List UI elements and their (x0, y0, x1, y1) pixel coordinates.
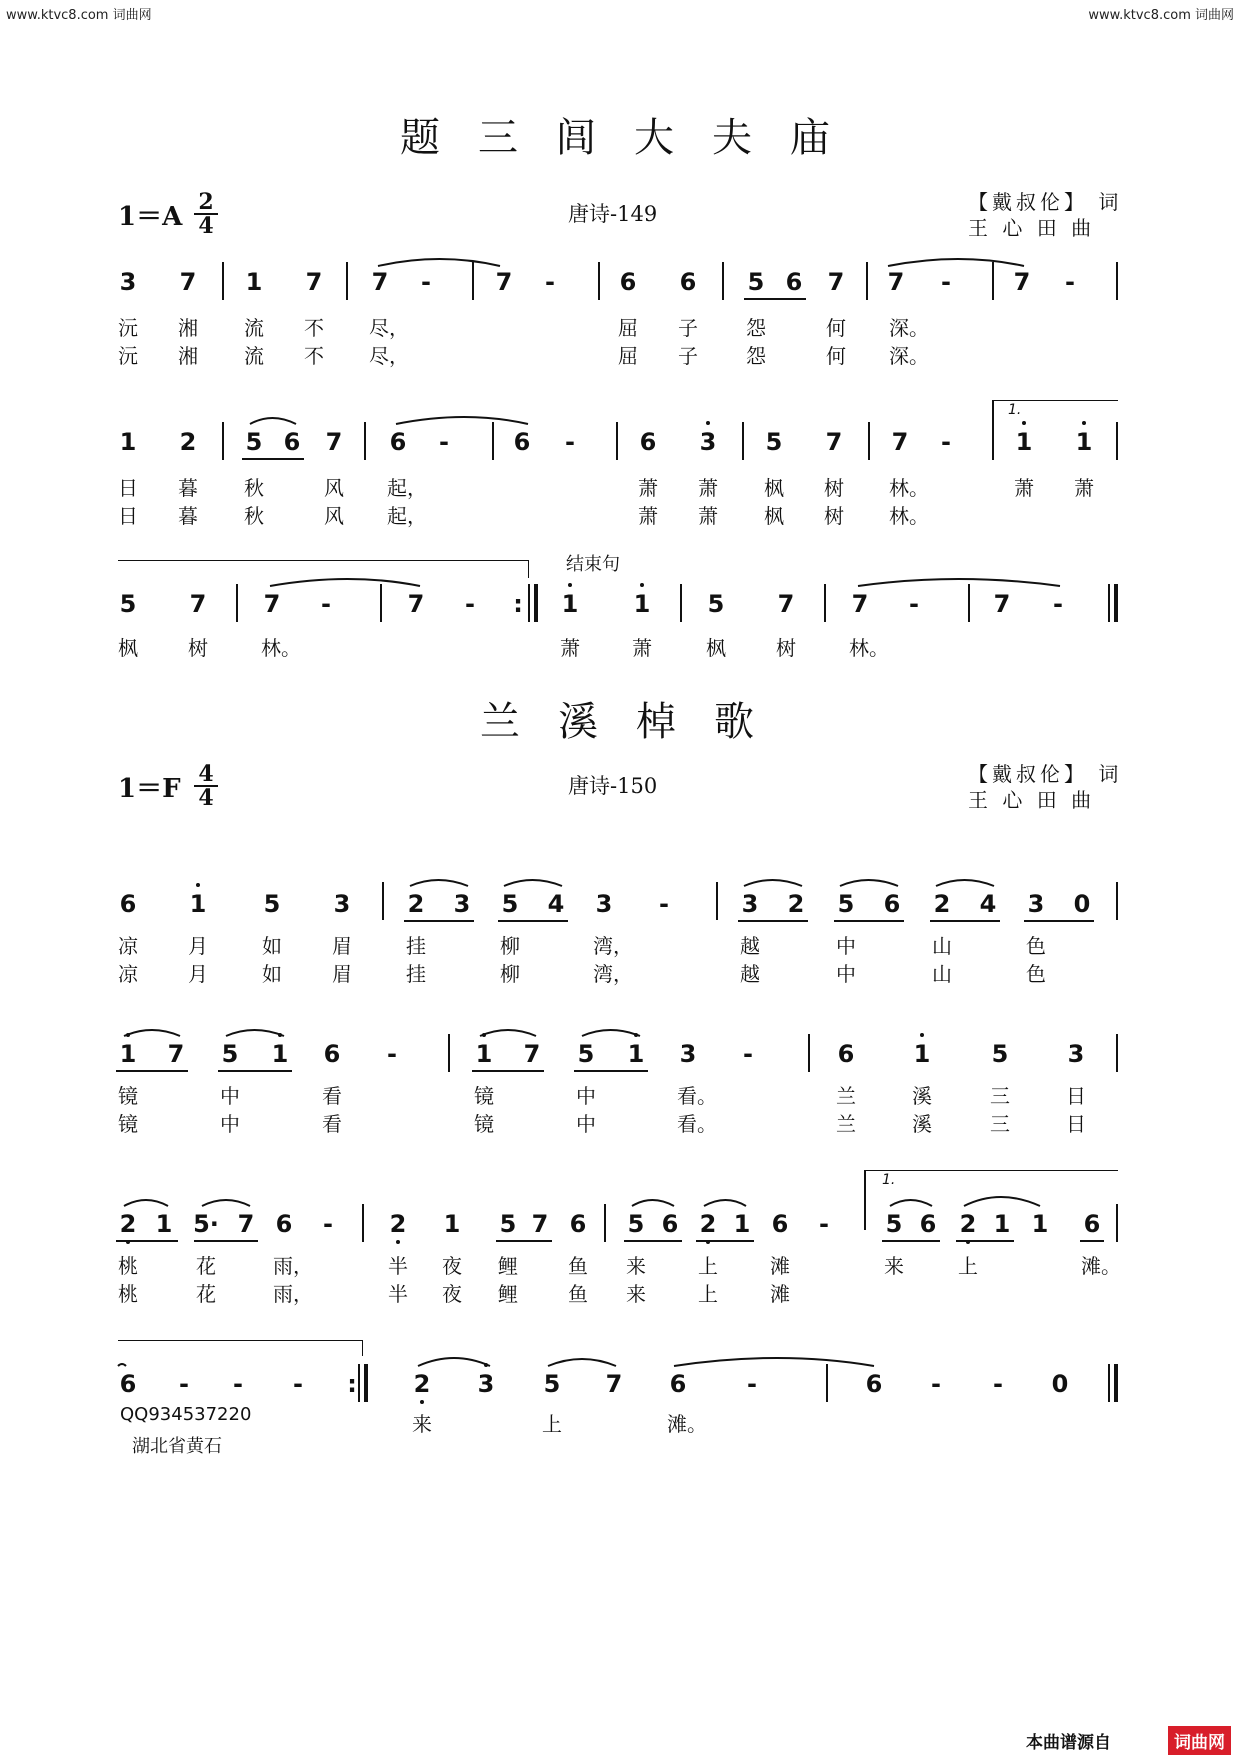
note: 5 (263, 890, 281, 918)
lyric: 流 (244, 344, 264, 368)
lyric: 月 (188, 934, 208, 958)
note: 2 (407, 1370, 437, 1398)
note: 2 (179, 428, 197, 456)
note: - (545, 268, 555, 296)
lyric: 湘 (178, 344, 198, 368)
lyric: 起， (387, 504, 427, 528)
lyric: 夜 (442, 1254, 462, 1278)
lyric: 夜 (442, 1282, 462, 1306)
lyric: 日 (118, 504, 138, 528)
lyric: 镜 (474, 1112, 494, 1136)
lyric: 湾， (593, 934, 633, 958)
slur (118, 1364, 126, 1366)
lyric: 林。 (849, 636, 889, 660)
note: 7 (1013, 268, 1031, 296)
song2-lyricist: 【戴叔伦】 词 (968, 762, 1123, 786)
lyric: 看。 (677, 1084, 717, 1108)
lyric: 日 (1066, 1112, 1086, 1136)
lyric: 风 (324, 504, 344, 528)
note: - (233, 1370, 243, 1398)
note: 3 (679, 1040, 697, 1068)
slur (418, 1358, 490, 1366)
lyric: 越 (740, 962, 760, 986)
lyric: 镜 (118, 1112, 138, 1136)
slur (840, 880, 898, 886)
slur (480, 1030, 536, 1036)
lyric: 萧 (698, 476, 718, 500)
note: 1 (1069, 428, 1099, 456)
note: - (465, 590, 475, 618)
lyric: 沅 (118, 316, 138, 340)
lyric: 挂 (406, 962, 426, 986)
slur (396, 417, 528, 424)
note: 7 (851, 590, 869, 618)
note: 2 (693, 1210, 723, 1238)
lyric: 月 (188, 962, 208, 986)
note: 2 (383, 1210, 413, 1238)
note: 6 (619, 268, 637, 296)
lyric: 林。 (889, 476, 929, 500)
lyric: 眉 (332, 934, 352, 958)
song2-title: 兰溪棹歌 (480, 699, 792, 745)
note: 7 (777, 590, 795, 618)
slur (378, 259, 500, 266)
note: - (387, 1040, 397, 1068)
note: 1 (1031, 1210, 1049, 1238)
note: 7 (827, 268, 845, 296)
location: 湖北省黄石 (132, 1436, 222, 1457)
note: 2 (113, 1210, 143, 1238)
lyric: 萧 (1014, 476, 1034, 500)
lyric: 花 (196, 1254, 216, 1278)
lyric: 兰 (836, 1112, 856, 1136)
lyric: 滩 (770, 1254, 790, 1278)
lyric: 秋 (244, 476, 264, 500)
lyric: 秋 (244, 504, 264, 528)
note: 6 (569, 1210, 587, 1238)
note: 1 (183, 890, 213, 918)
note: 6 (119, 1370, 137, 1398)
lyric: 不 (304, 316, 324, 340)
note: - (565, 428, 575, 456)
note: 1 (1009, 428, 1039, 456)
note: - (1053, 590, 1063, 618)
lyric: 子 (678, 344, 698, 368)
note: 6 (119, 890, 137, 918)
lyric: 山 (932, 934, 952, 958)
note: 3 (1027, 890, 1045, 918)
slur (124, 1200, 168, 1206)
lyric: 三 (990, 1084, 1010, 1108)
slur (936, 880, 994, 886)
note: 5 (747, 268, 765, 296)
note: 6 (919, 1210, 937, 1238)
lyric: 滩。 (667, 1412, 707, 1436)
note: - (941, 268, 951, 296)
volta-label: 1. (1008, 402, 1022, 418)
note: 1 (119, 428, 137, 456)
lyric: 屈 (618, 316, 638, 340)
lyric: 萧 (638, 504, 658, 528)
note: 5 (707, 590, 725, 618)
note: - (993, 1370, 1003, 1398)
lyric: 树 (776, 636, 796, 660)
lyric: 林。 (889, 504, 929, 528)
song2-key: 1＝F (118, 774, 181, 804)
lyric: 树 (824, 476, 844, 500)
lyric: 色 (1026, 934, 1046, 958)
site-header-left[interactable]: www.ktvc8.com 词曲网 (6, 8, 152, 23)
note: 1 (113, 1040, 143, 1068)
lyric: 上 (698, 1254, 718, 1278)
lyric: 滩 (770, 1282, 790, 1306)
note: 6 (865, 1370, 883, 1398)
note: 5 (501, 890, 519, 918)
note: 4 (547, 890, 565, 918)
slur (888, 259, 1024, 266)
lyric: 色 (1026, 962, 1046, 986)
lyric: 日 (118, 476, 138, 500)
lyric: 溪 (912, 1112, 932, 1136)
lyric: 尽， (369, 316, 409, 340)
lyric: 凉 (118, 934, 138, 958)
lyric: 中 (220, 1084, 240, 1108)
time-top: 2 (198, 189, 214, 215)
time-top: 4 (198, 761, 214, 787)
lyric: 中 (836, 934, 856, 958)
song2-subtitle: 唐诗-150 (568, 774, 658, 798)
note: 5 (543, 1370, 561, 1398)
note: 7 (605, 1370, 623, 1398)
lyric: 何 (826, 316, 846, 340)
volta-label: 1. (882, 1172, 896, 1188)
note: - (931, 1370, 941, 1398)
lyric: 看 (322, 1084, 342, 1108)
lyric: 凉 (118, 962, 138, 986)
note: 6 (513, 428, 531, 456)
slur (410, 880, 468, 886)
lyric: 滩。 (1081, 1254, 1121, 1278)
note: 1 (443, 1210, 461, 1238)
note: 7 (407, 590, 425, 618)
note: 7 (263, 590, 281, 618)
lyric: 暮 (178, 476, 198, 500)
note: 6 (639, 428, 657, 456)
slur (744, 880, 802, 886)
note: 5 (627, 1210, 645, 1238)
lyric: 枫 (706, 636, 726, 660)
repeat-dots: : (347, 1370, 357, 1398)
slur (270, 579, 420, 586)
note: 7 (495, 268, 513, 296)
slur (548, 1359, 616, 1366)
note: 6 (883, 890, 901, 918)
song1-composer: 王 心 田 曲 (968, 216, 1096, 240)
note: 7 (179, 268, 197, 296)
note: - (909, 590, 919, 618)
note: 6 (771, 1210, 789, 1238)
note: 6 (669, 1370, 687, 1398)
lyric: 枫 (764, 504, 784, 528)
note: 6 (283, 428, 301, 456)
note: 1 (555, 590, 585, 618)
lyric: 萧 (638, 476, 658, 500)
note: 6 (679, 268, 697, 296)
note: 1 (265, 1040, 295, 1068)
note: - (323, 1210, 333, 1238)
lyric: 萧 (698, 504, 718, 528)
lyric: 越 (740, 934, 760, 958)
lyric: 树 (824, 504, 844, 528)
lyric: 山 (932, 962, 952, 986)
lyric: 萧 (1074, 476, 1094, 500)
lyric: 暮 (178, 504, 198, 528)
lyric: 溪 (912, 1084, 932, 1108)
time-bottom: 4 (198, 785, 214, 811)
note: 7 (371, 268, 389, 296)
lyric: 屈 (618, 344, 638, 368)
song1-key: 1＝A (118, 202, 183, 232)
lyric: 何 (826, 344, 846, 368)
lyric: 镜 (118, 1084, 138, 1108)
lyric: 枫 (118, 636, 138, 660)
note: 0 (1051, 1370, 1069, 1398)
lyric: 半 (388, 1254, 408, 1278)
lyric: 如 (262, 934, 282, 958)
lyric: 柳 (500, 934, 520, 958)
lyric: 中 (576, 1084, 596, 1108)
note: 2 (933, 890, 951, 918)
lyric: 来 (626, 1282, 646, 1306)
note: 1 (245, 268, 263, 296)
lyric: 流 (244, 316, 264, 340)
lyric: 雨， (273, 1282, 313, 1306)
lyric: 看。 (677, 1112, 717, 1136)
lyric: 鲤 (498, 1254, 518, 1278)
note: 5 (837, 890, 855, 918)
lyric: 湘 (178, 316, 198, 340)
note: 1 (155, 1210, 173, 1238)
note: 5 (119, 590, 137, 618)
slur (124, 1030, 180, 1036)
lyric: 深。 (889, 316, 929, 340)
lyric: 来 (626, 1254, 646, 1278)
slur (226, 1030, 284, 1036)
lyric: 兰 (836, 1084, 856, 1108)
note: 3 (1067, 1040, 1085, 1068)
note: 7 (189, 590, 207, 618)
note: - (819, 1210, 829, 1238)
note: 6 (275, 1210, 293, 1238)
lyric: 来 (412, 1412, 432, 1436)
lyric: 林。 (261, 636, 301, 660)
note: - (179, 1370, 189, 1398)
lyric: 风 (324, 476, 344, 500)
lyric: 鱼 (568, 1282, 588, 1306)
note: 3 (595, 890, 613, 918)
note: 7 (167, 1040, 185, 1068)
note: 3 (333, 890, 351, 918)
note: 5 (765, 428, 783, 456)
lyric: 桃 (118, 1254, 138, 1278)
lyric: 树 (188, 636, 208, 660)
contact-qq: QQ934537220 (120, 1404, 252, 1425)
lyric: 鱼 (568, 1254, 588, 1278)
lyric: 枫 (764, 476, 784, 500)
slur (632, 1200, 674, 1206)
note: 7 (887, 268, 905, 296)
note: 1 (907, 1040, 937, 1068)
note: 1 (733, 1210, 751, 1238)
note: - (439, 428, 449, 456)
note: 5 (221, 1040, 239, 1068)
lyric: 不 (304, 344, 324, 368)
note: 3 (453, 890, 471, 918)
slur (674, 1358, 874, 1366)
slur (582, 1030, 640, 1036)
note: 3 (741, 890, 759, 918)
note: - (293, 1370, 303, 1398)
note: 2 (787, 890, 805, 918)
song1-title: 题三闾大夫庙 (400, 115, 868, 161)
lyric: 起， (387, 476, 427, 500)
lyric: 萧 (632, 636, 652, 660)
song1-lyricist: 【戴叔伦】 词 (968, 190, 1123, 214)
note: 5 (499, 1210, 517, 1238)
note: 2 (407, 890, 425, 918)
note: 7 (237, 1210, 255, 1238)
footer-brand-logo[interactable]: 词曲网 (1168, 1726, 1231, 1755)
lyric: 上 (958, 1254, 978, 1278)
note: - (659, 890, 669, 918)
note: 3 (693, 428, 723, 456)
lyric: 上 (698, 1282, 718, 1306)
time-bottom: 4 (198, 213, 214, 239)
note: 6 (1083, 1210, 1101, 1238)
note: 5 (577, 1040, 595, 1068)
slur (890, 1200, 932, 1206)
slur (202, 1200, 250, 1206)
note: 5· (193, 1210, 219, 1238)
repeat-dots: : (513, 590, 523, 618)
note: - (421, 268, 431, 296)
slur (504, 880, 562, 886)
lyric: 桃 (118, 1282, 138, 1306)
note: 5 (991, 1040, 1009, 1068)
lyric: 半 (388, 1282, 408, 1306)
note: 1 (469, 1040, 499, 1068)
lyric: 尽， (369, 344, 409, 368)
song2-composer: 王 心 田 曲 (968, 788, 1096, 812)
note: 4 (979, 890, 997, 918)
note: 6 (389, 428, 407, 456)
lyric: 子 (678, 316, 698, 340)
note: 3 (471, 1370, 501, 1398)
song1-subtitle: 唐诗-149 (568, 202, 658, 226)
lyric: 怨 (746, 344, 766, 368)
note: 7 (825, 428, 843, 456)
slur (964, 1197, 1040, 1206)
lyric: 挂 (406, 934, 426, 958)
note: 7 (325, 428, 343, 456)
slur (704, 1200, 746, 1206)
site-header-right[interactable]: www.ktvc8.com 词曲网 (1088, 8, 1234, 23)
note: 6 (837, 1040, 855, 1068)
note: - (941, 428, 951, 456)
note: 2 (953, 1210, 983, 1238)
slur (858, 579, 1060, 586)
note: 5 (245, 428, 263, 456)
lyric: 鲤 (498, 1282, 518, 1306)
lyric: 深。 (889, 344, 929, 368)
note: 0 (1073, 890, 1091, 918)
lyric: 中 (576, 1112, 596, 1136)
note: 7 (305, 268, 323, 296)
ending-label: 结束句 (566, 554, 620, 575)
note: 7 (993, 590, 1011, 618)
note: 3 (119, 268, 137, 296)
slur (250, 418, 296, 424)
lyric: 如 (262, 962, 282, 986)
lyric: 眉 (332, 962, 352, 986)
note: - (1065, 268, 1075, 296)
lyric: 镜 (474, 1084, 494, 1108)
lyric: 花 (196, 1282, 216, 1306)
lyric: 柳 (500, 962, 520, 986)
note: 1 (627, 590, 657, 618)
note: 6 (323, 1040, 341, 1068)
note: 7 (523, 1040, 541, 1068)
note: 6 (785, 268, 803, 296)
lyric: 中 (220, 1112, 240, 1136)
note: 7 (891, 428, 909, 456)
note: 1 (621, 1040, 651, 1068)
note: 5 (885, 1210, 903, 1238)
lyric: 怨 (746, 316, 766, 340)
lyric: 湾， (593, 962, 633, 986)
lyric: 沅 (118, 344, 138, 368)
lyric: 上 (542, 1412, 562, 1436)
footer-source-label: 本曲谱源自 (1026, 1733, 1111, 1753)
note: 6 (661, 1210, 679, 1238)
note: 1 (993, 1210, 1011, 1238)
note: - (321, 590, 331, 618)
note: - (743, 1040, 753, 1068)
lyric: 看 (322, 1112, 342, 1136)
note: 7 (531, 1210, 549, 1238)
lyric: 雨， (273, 1254, 313, 1278)
lyric: 萧 (560, 636, 580, 660)
note: - (747, 1370, 757, 1398)
lyric: 中 (836, 962, 856, 986)
lyric: 来 (884, 1254, 904, 1278)
lyric: 三 (990, 1112, 1010, 1136)
lyric: 日 (1066, 1084, 1086, 1108)
